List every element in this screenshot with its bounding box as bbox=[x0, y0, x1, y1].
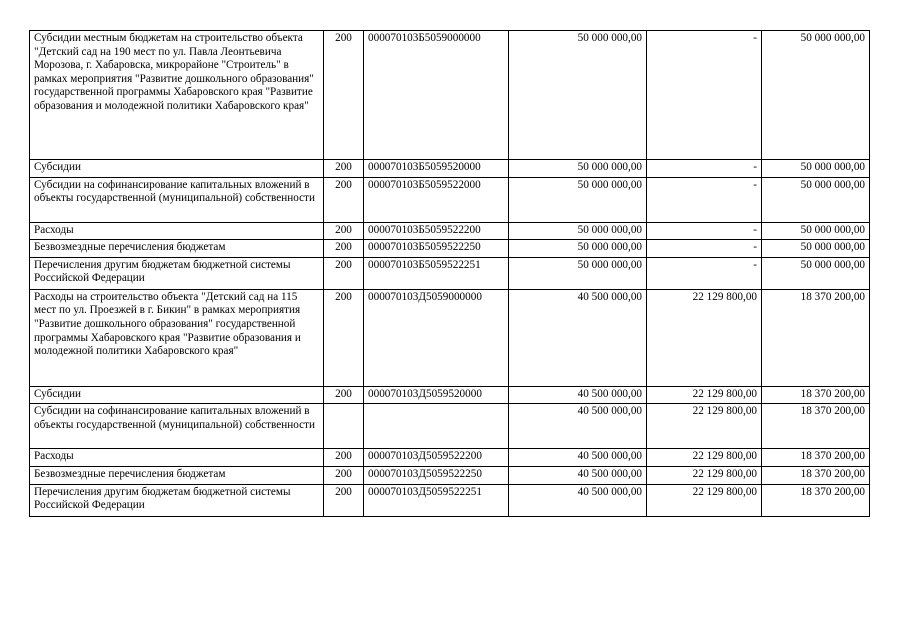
row-assigned-amount: 40 500 000,00 bbox=[509, 386, 647, 404]
row-budget-code bbox=[364, 404, 509, 449]
row-remaining-amount: 18 370 200,00 bbox=[762, 484, 870, 516]
row-assigned-amount: 40 500 000,00 bbox=[509, 466, 647, 484]
row-name: Расходы на строительство объекта "Детский сад на 115 мест по ул. Проезжей в г. Бикин" в рамках мероприятия "Развитие дошкольного образования" государственной программы Хабаровского края "Развитие образования и молодежной политики Хабаровского края" bbox=[30, 289, 324, 386]
table-row bbox=[30, 449, 870, 467]
row-remaining-amount: 18 370 200,00 bbox=[762, 449, 870, 467]
row-executed-amount: 22 129 800,00 bbox=[647, 289, 762, 386]
row-executed-amount: - bbox=[647, 257, 762, 289]
row-name: Субсидии местным бюджетам на строительство объекта "Детский сад на 190 мест по ул. Павла Леонтьевича Морозова, г. Хабаровска, микрорайоне "Строитель" в рамках мероприятия "Развитие дошкольного образования" государственной программы Хабаровского края "Развитие образования и молодежной политики Хабаровского края" bbox=[30, 31, 324, 160]
row-assigned-amount: 40 500 000,00 bbox=[509, 404, 647, 449]
report-page bbox=[29, 30, 869, 517]
row-group-code: 200 bbox=[324, 449, 364, 467]
row-remaining-amount: 50 000 000,00 bbox=[762, 31, 870, 160]
row-name: Субсидии на софинансирование капитальных вложений в объекты государственной (муниципальной) собственности bbox=[30, 404, 324, 449]
row-group-code bbox=[324, 404, 364, 449]
table-row bbox=[30, 177, 870, 222]
row-remaining-amount: 50 000 000,00 bbox=[762, 257, 870, 289]
row-name: Расходы bbox=[30, 449, 324, 467]
table-row bbox=[30, 160, 870, 178]
row-executed-amount: 22 129 800,00 bbox=[647, 449, 762, 467]
table-row bbox=[30, 257, 870, 289]
row-assigned-amount: 50 000 000,00 bbox=[509, 222, 647, 240]
row-budget-code: 000070103Д5059520000 bbox=[364, 386, 509, 404]
row-budget-code: 000070103Б5059520000 bbox=[364, 160, 509, 178]
row-executed-amount: - bbox=[647, 177, 762, 222]
row-executed-amount: - bbox=[647, 240, 762, 258]
row-remaining-amount: 50 000 000,00 bbox=[762, 160, 870, 178]
row-group-code: 200 bbox=[324, 257, 364, 289]
row-budget-code: 000070103Б5059522200 bbox=[364, 222, 509, 240]
table-row bbox=[30, 466, 870, 484]
row-name: Субсидии на софинансирование капитальных вложений в объекты государственной (муниципальной) собственности bbox=[30, 177, 324, 222]
row-name: Субсидии bbox=[30, 386, 324, 404]
row-executed-amount: 22 129 800,00 bbox=[647, 386, 762, 404]
row-executed-amount: 22 129 800,00 bbox=[647, 484, 762, 516]
row-name: Безвозмездные перечисления бюджетам bbox=[30, 240, 324, 258]
row-group-code: 200 bbox=[324, 289, 364, 386]
table-row bbox=[30, 240, 870, 258]
row-group-code: 200 bbox=[324, 386, 364, 404]
row-group-code: 200 bbox=[324, 160, 364, 178]
row-assigned-amount: 40 500 000,00 bbox=[509, 289, 647, 386]
row-remaining-amount: 50 000 000,00 bbox=[762, 177, 870, 222]
row-group-code: 200 bbox=[324, 222, 364, 240]
row-executed-amount: 22 129 800,00 bbox=[647, 404, 762, 449]
row-name: Расходы bbox=[30, 222, 324, 240]
row-group-code: 200 bbox=[324, 31, 364, 160]
row-executed-amount: - bbox=[647, 160, 762, 178]
row-remaining-amount: 50 000 000,00 bbox=[762, 222, 870, 240]
table-row bbox=[30, 31, 870, 160]
table-row bbox=[30, 484, 870, 516]
row-assigned-amount: 50 000 000,00 bbox=[509, 160, 647, 178]
row-name: Безвозмездные перечисления бюджетам bbox=[30, 466, 324, 484]
row-remaining-amount: 18 370 200,00 bbox=[762, 404, 870, 449]
row-group-code: 200 bbox=[324, 484, 364, 516]
row-assigned-amount: 50 000 000,00 bbox=[509, 31, 647, 160]
table-row bbox=[30, 386, 870, 404]
table-row bbox=[30, 289, 870, 386]
row-name: Субсидии bbox=[30, 160, 324, 178]
row-assigned-amount: 50 000 000,00 bbox=[509, 240, 647, 258]
row-assigned-amount: 50 000 000,00 bbox=[509, 177, 647, 222]
row-executed-amount: 22 129 800,00 bbox=[647, 466, 762, 484]
row-group-code: 200 bbox=[324, 240, 364, 258]
row-budget-code: 000070103Д5059522251 bbox=[364, 484, 509, 516]
row-assigned-amount: 50 000 000,00 bbox=[509, 257, 647, 289]
row-budget-code: 000070103Б5059000000 bbox=[364, 31, 509, 160]
row-name: Перечисления другим бюджетам бюджетной системы Российской Федерации bbox=[30, 484, 324, 516]
row-group-code: 200 bbox=[324, 177, 364, 222]
table-row bbox=[30, 404, 870, 449]
row-executed-amount: - bbox=[647, 31, 762, 160]
row-remaining-amount: 18 370 200,00 bbox=[762, 386, 870, 404]
row-group-code: 200 bbox=[324, 466, 364, 484]
row-budget-code: 000070103Д5059522200 bbox=[364, 449, 509, 467]
row-budget-code: 000070103Д5059522250 bbox=[364, 466, 509, 484]
row-assigned-amount: 40 500 000,00 bbox=[509, 484, 647, 516]
row-remaining-amount: 50 000 000,00 bbox=[762, 240, 870, 258]
row-remaining-amount: 18 370 200,00 bbox=[762, 466, 870, 484]
row-budget-code: 000070103Д5059000000 bbox=[364, 289, 509, 386]
row-budget-code: 000070103Б5059522250 bbox=[364, 240, 509, 258]
row-budget-code: 000070103Б5059522000 bbox=[364, 177, 509, 222]
row-name: Перечисления другим бюджетам бюджетной системы Российской Федерации bbox=[30, 257, 324, 289]
row-remaining-amount: 18 370 200,00 bbox=[762, 289, 870, 386]
row-assigned-amount: 40 500 000,00 bbox=[509, 449, 647, 467]
row-executed-amount: - bbox=[647, 222, 762, 240]
budget-execution-table bbox=[29, 30, 870, 517]
table-row bbox=[30, 222, 870, 240]
row-budget-code: 000070103Б5059522251 bbox=[364, 257, 509, 289]
